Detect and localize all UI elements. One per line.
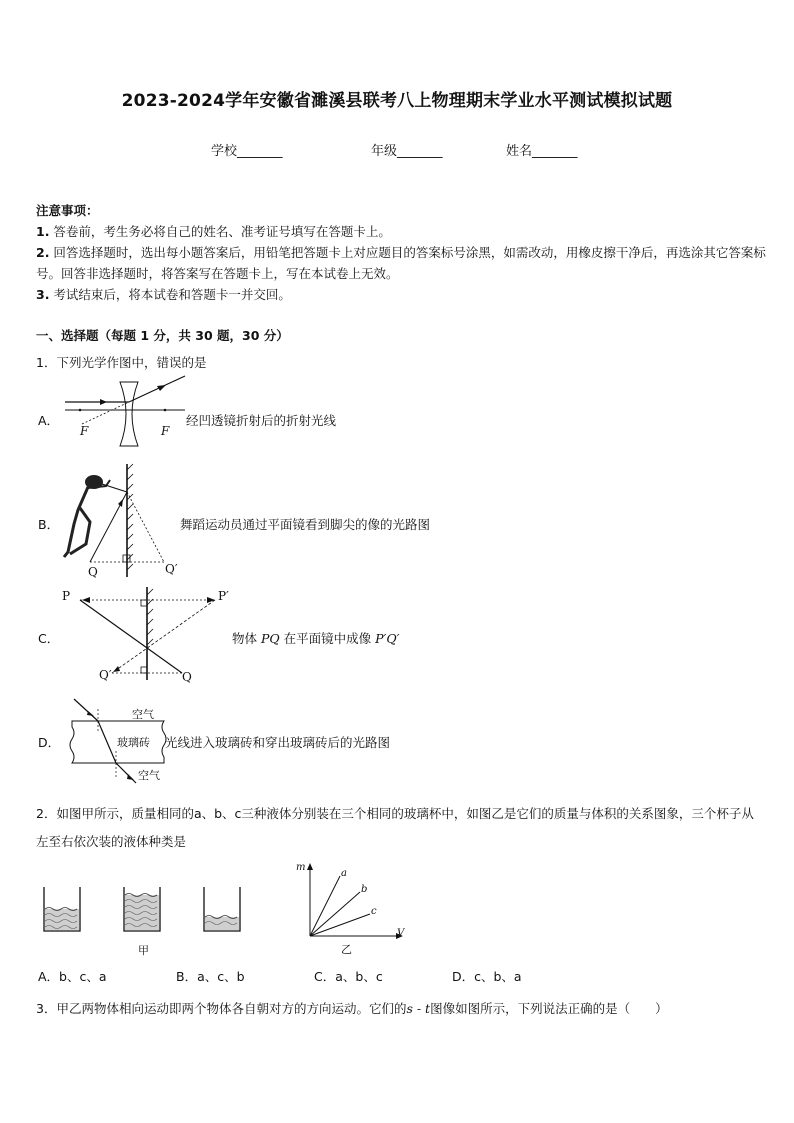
question-1-stem: 1．下列光学作图中，错误的是 [36,355,207,370]
label-yi: 乙 [341,943,352,956]
point-q-image-label: Q′ [165,562,178,576]
point-q-label: Q [182,670,192,684]
option-b-letter: B． [38,517,60,532]
option-d-letter: D． [38,735,61,750]
question-3-stem: 3．甲乙两物体相向运动即两个物体各自朝对方的方向运动。它们的s - t图像如图所示，下列说法正确的是（ ） [36,1001,668,1016]
note-item: 1. 答卷前，考生务必将自己的姓名、准考证号填写在答题卡上。 [36,224,391,239]
point-p-image-label: P′ [218,589,229,603]
page-title: 2023-2024学年安徽省濉溪县联考八上物理期末学业水平测试模拟试题 [121,91,673,111]
option-b-caption: 舞蹈运动员通过平面镜看到脚尖的像的光路图 [180,517,431,532]
note-item: 3. 考试结束后，将本试卷和答题卡一并交回。 [36,287,291,302]
grade-field: 年级_______ [371,144,443,159]
line-a-label: a [341,868,347,879]
option-a-letter: A． [38,413,60,428]
option-c-letter: C． [38,631,60,646]
concave-lens-diagram [60,378,190,450]
option-d-caption: 光线进入玻璃砖和穿出玻璃砖后的光路图 [165,735,391,750]
mass-volume-graph [296,862,408,942]
option-a-caption: 经凹透镜折射后的折射光线 [186,413,337,428]
q2-option-d: D．c、b、a [452,969,522,984]
axis-m-label: m [296,862,306,873]
axis-v-label: V [397,928,405,939]
school-field: 学校_______ [211,144,283,159]
name-field: 姓名_______ [506,144,578,159]
note-item: 2. 回答选择题时，选出每小题答案后，用铅笔把答题卡上对应题目的答案标号涂黑，如需改动，用橡皮擦干净后，再选涂其它答案标号。回答非选择题时，将答案写在答题卡上，写在本试卷上无效。 [36,245,766,281]
notes-heading: 注意事项： [36,203,99,218]
focus-label-left: F [80,424,89,438]
point-q-label: Q [88,565,98,579]
plane-mirror-object-diagram [60,585,235,690]
label-jia: 甲 [138,944,149,957]
air-label-bottom: 空气 [138,769,160,782]
section-heading: 一、选择题（每题 1 分，共 30 题，30 分） [36,328,289,343]
q2-option-b: B．a、c、b [176,969,245,984]
glass-label: 玻璃砖 [117,736,150,749]
q2-option-a: A．b、c、a [38,969,107,984]
point-p-label: P [62,589,71,603]
beaker-left [42,885,84,935]
beaker-middle [122,885,164,935]
air-label-top: 空气 [132,708,154,721]
beaker-right [202,885,244,935]
question-2-stem: 2．如图甲所示，质量相同的a、b、c三种液体分别装在三个相同的玻璃杯中，如图乙是它们的质量与体积的关系图象，三个杯子从左至右依次装的液体种类是 [36,806,754,849]
option-c-caption: 物体 PQ 在平面镜中成像 P′Q′ [232,631,400,646]
notes-block [36,200,766,305]
line-c-label: c [371,906,377,917]
point-q-image-label: Q′ [99,668,112,682]
focus-label-right: F [161,424,170,438]
line-b-label: b [361,884,368,895]
q2-option-c: C．a、b、c [314,969,383,984]
